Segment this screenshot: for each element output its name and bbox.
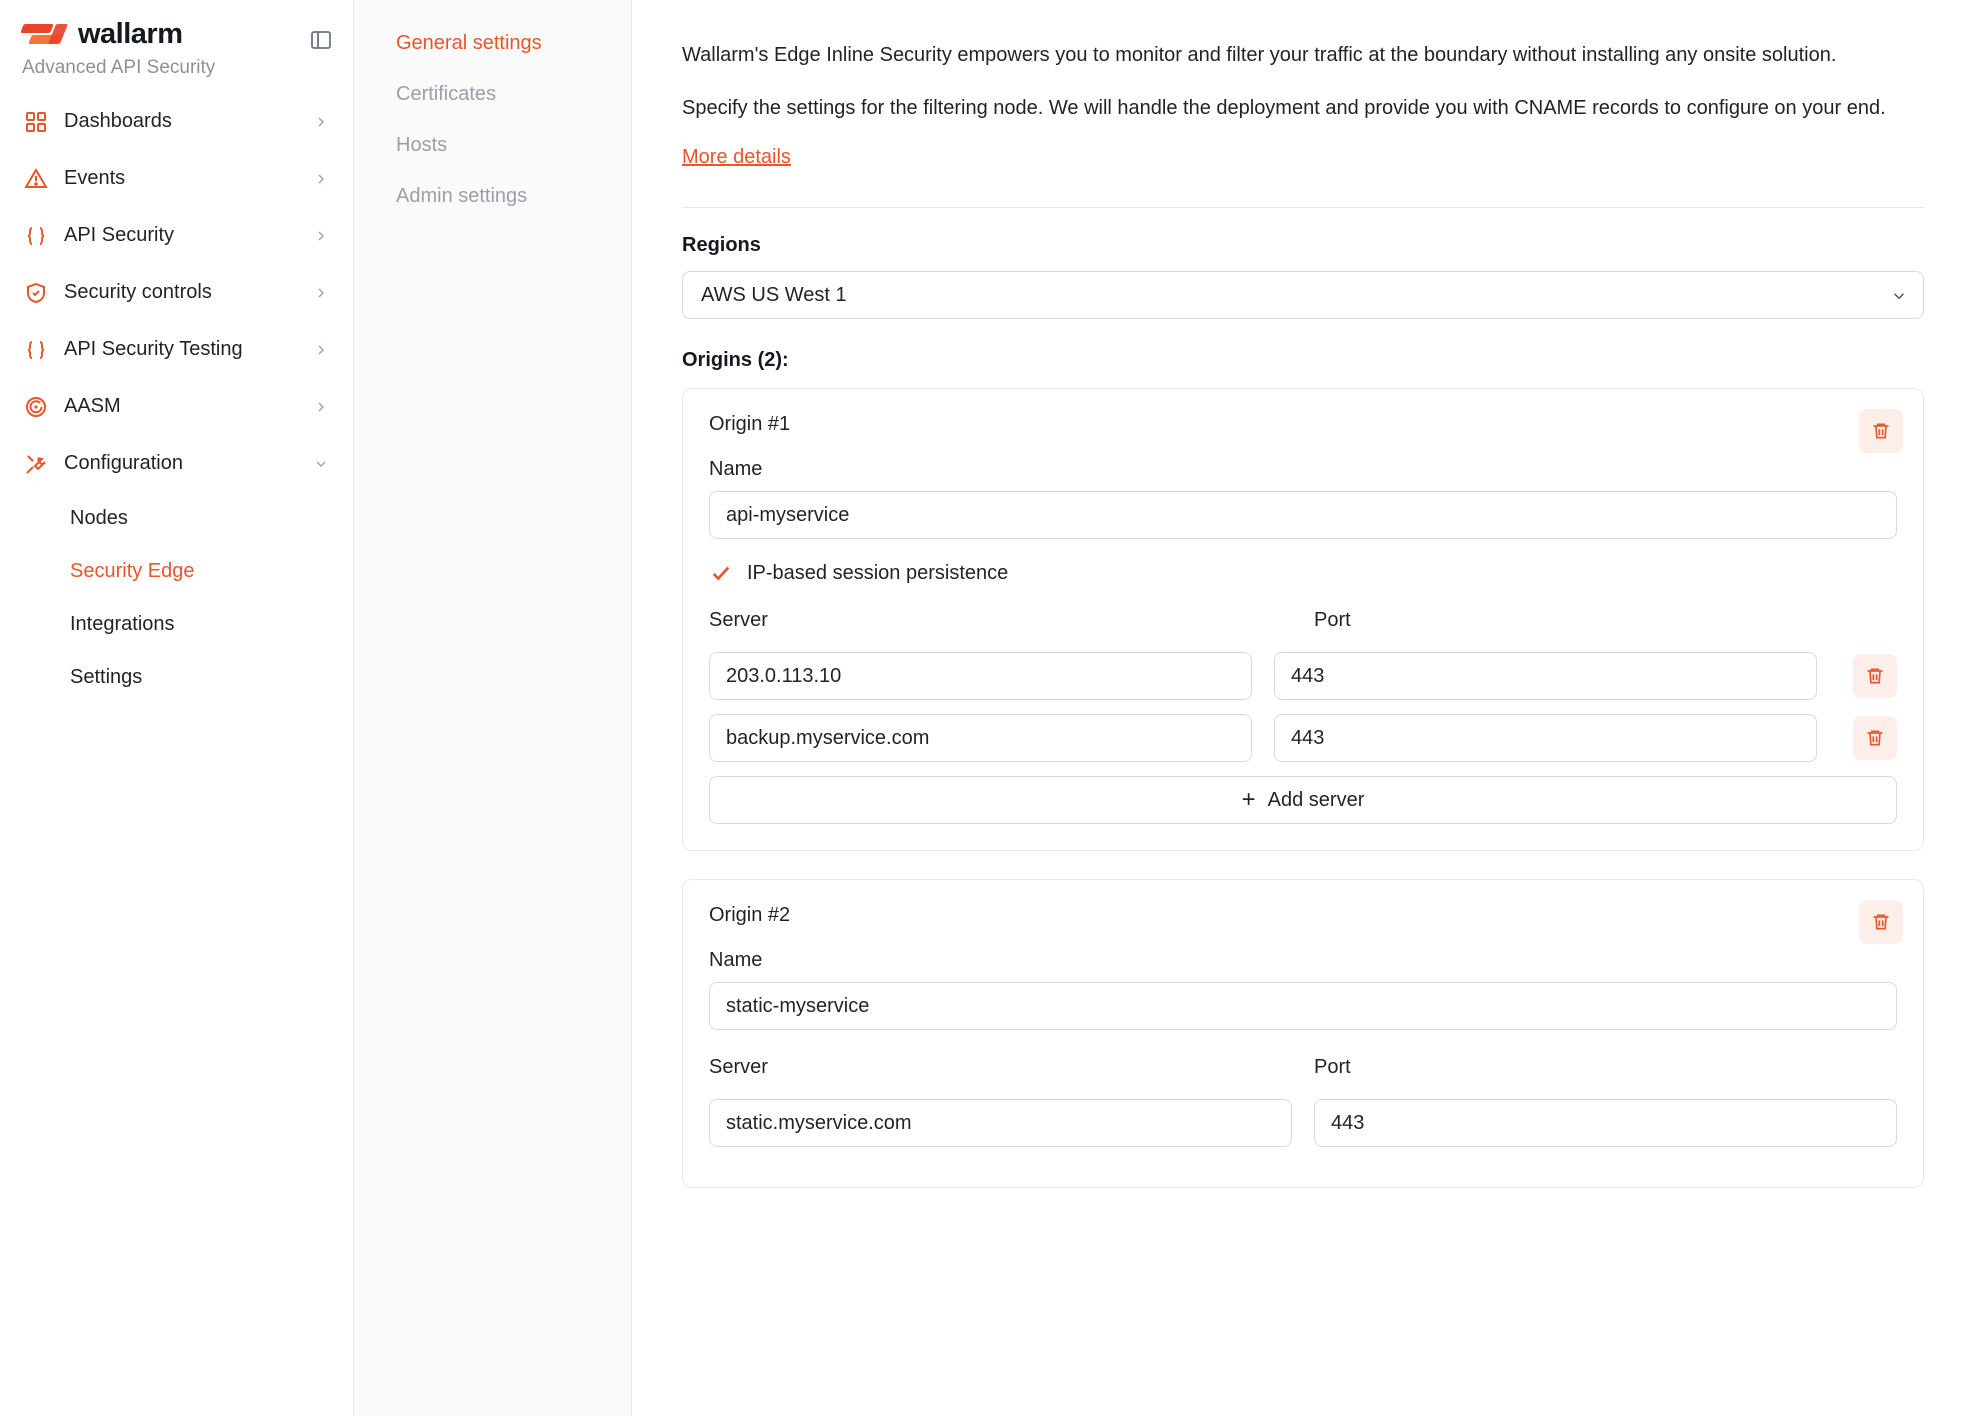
sidebar-item-security-controls[interactable] <box>10 264 343 321</box>
sidebar-item-settings[interactable] <box>10 651 343 704</box>
tab-admin-settings[interactable] <box>354 171 631 222</box>
tab-label: Admin settings <box>396 185 528 207</box>
chevron-right-icon <box>313 285 329 301</box>
chevron-right-icon <box>313 228 329 244</box>
add-server-label: Add server <box>1267 788 1365 811</box>
region-select-wrapper <box>682 271 1924 319</box>
main-content <box>632 0 1980 1416</box>
sidebar-item-nodes[interactable] <box>10 492 343 545</box>
check-icon <box>709 561 733 585</box>
server-column-label: Server <box>709 609 768 631</box>
tab-general-settings[interactable] <box>354 18 631 69</box>
intro-paragraph-2: Specify the settings for the filtering node. We will handle the deployment and provide you with CNAME records to configure on your end. <box>682 97 1886 119</box>
port-column-label: Port <box>1314 1056 1351 1078</box>
port-column-label: Port <box>1314 609 1351 631</box>
origins-title: Origins (2): <box>682 349 789 371</box>
tab-hosts[interactable] <box>354 120 631 171</box>
sidebar-item-api-security[interactable] <box>10 207 343 264</box>
origin-name-input[interactable] <box>709 982 1897 1030</box>
port-input[interactable] <box>1314 1099 1897 1147</box>
sidebar-item-label: Dashboards <box>64 110 172 132</box>
server-input[interactable] <box>709 714 1252 762</box>
server-row <box>709 714 1897 762</box>
origin-heading: Origin #1 <box>709 413 791 435</box>
sidebar-item-label: Configuration <box>64 452 183 474</box>
sidebar-subitem-label: Security Edge <box>70 560 195 582</box>
origin-heading: Origin #2 <box>709 904 791 926</box>
primary-sidebar <box>0 0 354 1416</box>
origin-name-label: Name <box>709 458 763 480</box>
sidebar-subitem-label: Integrations <box>70 613 175 635</box>
tab-label: General settings <box>396 32 542 54</box>
delete-origin-button[interactable] <box>1859 409 1903 453</box>
sidebar-item-label: AASM <box>64 395 121 417</box>
session-persistence-checkbox[interactable] <box>709 561 1897 585</box>
chevron-right-icon <box>313 171 329 187</box>
plus-icon: + <box>1241 786 1256 813</box>
sidebar-item-security-edge[interactable] <box>10 545 343 598</box>
sidebar-subitem-label: Settings <box>70 666 143 688</box>
region-select-value: AWS US West 1 <box>701 283 847 306</box>
server-column-label: Server <box>709 1056 768 1078</box>
grid-icon <box>22 108 50 136</box>
sidebar-item-label: API Security <box>64 224 175 246</box>
origin-card <box>682 388 1924 851</box>
more-details-link[interactable]: More details <box>682 146 791 168</box>
sidebar-item-integrations[interactable] <box>10 598 343 651</box>
delete-server-button[interactable] <box>1853 654 1897 698</box>
port-input[interactable] <box>1274 714 1817 762</box>
delete-server-button[interactable] <box>1853 716 1897 760</box>
add-server-button[interactable] <box>709 776 1897 824</box>
tab-certificates[interactable] <box>354 69 631 120</box>
sidebar-item-dashboards[interactable] <box>10 93 343 150</box>
sidebar-nav <box>0 93 353 704</box>
server-port-headers <box>709 609 1897 642</box>
target-icon <box>22 393 50 421</box>
sidebar-item-events[interactable] <box>10 150 343 207</box>
server-row <box>709 1099 1897 1147</box>
trash-icon <box>1865 666 1885 686</box>
chevron-right-icon <box>313 342 329 358</box>
intro-paragraph-1: Wallarm's Edge Inline Security empowers you to monitor and filter your traffic at the boundary without installing any onsite solution. <box>682 44 1837 66</box>
shield-check-icon <box>22 279 50 307</box>
tab-label: Certificates <box>396 83 497 105</box>
delete-origin-button[interactable] <box>1859 900 1903 944</box>
region-select[interactable] <box>682 271 1924 319</box>
tab-label: Hosts <box>396 134 448 156</box>
trash-icon <box>1871 421 1891 441</box>
secondary-nav <box>354 0 632 1416</box>
divider <box>682 207 1924 208</box>
regions-title: Regions <box>682 234 761 256</box>
sidebar-subitem-label: Nodes <box>70 507 128 529</box>
wallarm-logo-icon <box>22 22 68 48</box>
brand-subtitle: Advanced API Security <box>22 57 216 78</box>
alert-triangle-icon <box>22 165 50 193</box>
brand-name: wallarm <box>78 18 183 50</box>
server-port-headers <box>709 1056 1897 1089</box>
server-input[interactable] <box>709 652 1252 700</box>
braces-icon <box>22 336 50 364</box>
trash-icon <box>1871 912 1891 932</box>
session-persistence-label: IP-based session persistence <box>747 561 1009 584</box>
origin-name-input[interactable] <box>709 491 1897 539</box>
chevron-right-icon <box>313 399 329 415</box>
sidebar-item-label: API Security Testing <box>64 338 243 360</box>
chevron-down-icon <box>313 456 329 472</box>
origin-card <box>682 879 1924 1188</box>
trash-icon <box>1865 728 1885 748</box>
panel-collapse-icon[interactable] <box>309 28 333 52</box>
server-input[interactable] <box>709 1099 1292 1147</box>
sidebar-item-label: Security controls <box>64 281 212 303</box>
tools-icon <box>22 450 50 478</box>
sidebar-item-api-security-testing[interactable] <box>10 321 343 378</box>
chevron-right-icon <box>313 114 329 130</box>
sidebar-item-label: Events <box>64 167 126 189</box>
brand <box>0 0 353 53</box>
port-input[interactable] <box>1274 652 1817 700</box>
sidebar-item-configuration[interactable] <box>10 435 343 492</box>
braces-icon <box>22 222 50 250</box>
origin-name-label: Name <box>709 949 763 971</box>
sidebar-item-aasm[interactable] <box>10 378 343 435</box>
server-row <box>709 652 1897 700</box>
